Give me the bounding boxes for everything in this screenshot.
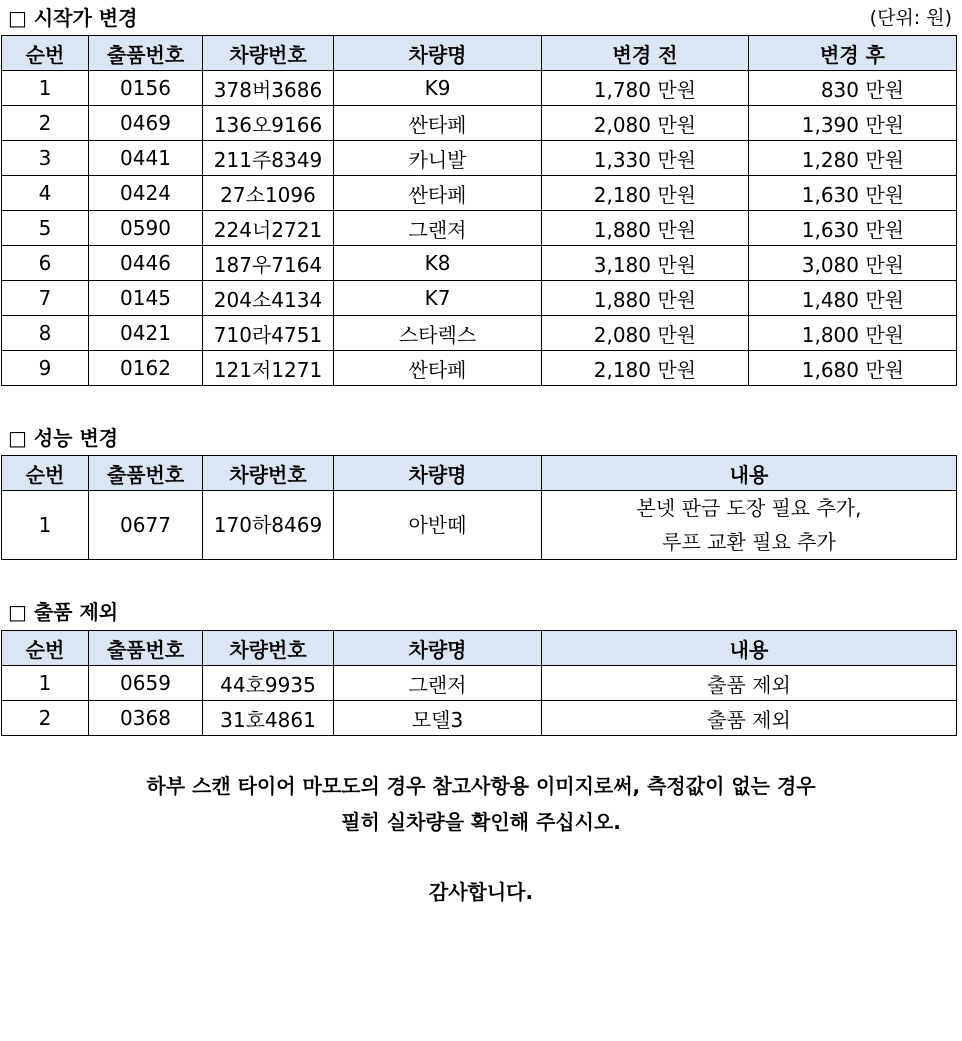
cell-car-name: K9	[334, 71, 542, 106]
cell-after: 1,630 만원	[749, 211, 957, 246]
cell-seq: 2	[2, 106, 89, 141]
table-row	[2, 246, 957, 281]
cell-seq: 2	[2, 701, 89, 736]
table-row	[2, 351, 957, 386]
header-before: 변경 전	[542, 36, 749, 71]
cell-lot-no: 0469	[89, 106, 203, 141]
cell-plate-no: 27소1096	[203, 176, 334, 211]
performance-section-title: □ 성능 변경	[8, 426, 119, 450]
table-row	[2, 666, 957, 701]
cell-lot-no: 0424	[89, 176, 203, 211]
table-row	[2, 71, 957, 106]
header-plate-no: 차량번호	[203, 36, 334, 71]
cell-plate-no: 44호9935	[203, 666, 334, 701]
table-header-row	[2, 456, 957, 491]
header-lot-no: 출품번호	[89, 456, 203, 491]
cell-plate-no: 121저1271	[203, 351, 334, 386]
cell-before: 1,780 만원	[542, 71, 749, 106]
cell-car-name: 스타렉스	[334, 316, 542, 351]
cell-lot-no: 0441	[89, 141, 203, 176]
header-seq: 순번	[2, 456, 89, 491]
cell-before: 3,180 만원	[542, 246, 749, 281]
cell-seq: 3	[2, 141, 89, 176]
cell-after: 1,390 만원	[749, 106, 957, 141]
notice-line-1: 하부 스캔 타이어 마모도의 경우 참고사항용 이미지로써, 측정값이 없는 경우	[146, 774, 816, 798]
header-seq: 순번	[2, 36, 89, 71]
table-row	[2, 491, 957, 560]
cell-before: 2,180 만원	[542, 351, 749, 386]
header-lot-no: 출품번호	[89, 631, 203, 666]
table-row	[2, 106, 957, 141]
header-lot-no: 출품번호	[89, 36, 203, 71]
header-car-name: 차량명	[334, 36, 542, 71]
table-header-row	[2, 631, 957, 666]
cell-car-name: 모델3	[334, 701, 542, 736]
cell-lot-no: 0421	[89, 316, 203, 351]
content-line-1: 본넷 판금 도장 필요 추가,	[636, 496, 862, 520]
table-row	[2, 701, 957, 736]
header-content: 내용	[542, 631, 957, 666]
cell-after: 1,630 만원	[749, 176, 957, 211]
table-header-row	[2, 36, 957, 71]
cell-car-name: 싼타페	[334, 176, 542, 211]
cell-after: 3,080 만원	[749, 246, 957, 281]
cell-after: 1,280 만원	[749, 141, 957, 176]
start-price-section-title: □ 시작가 변경	[8, 6, 138, 30]
cell-lot-no: 0156	[89, 71, 203, 106]
header-plate-no: 차량번호	[203, 456, 334, 491]
cell-plate-no: 211주8349	[203, 141, 334, 176]
cell-car-name: 그랜져	[334, 211, 542, 246]
cell-after: 830 만원	[749, 71, 957, 106]
table-row	[2, 211, 957, 246]
cell-plate-no: 378버3686	[203, 71, 334, 106]
cell-seq: 1	[2, 491, 89, 560]
header-after: 변경 후	[749, 36, 957, 71]
cell-plate-no: 136오9166	[203, 106, 334, 141]
table-row	[2, 316, 957, 351]
cell-lot-no: 0145	[89, 281, 203, 316]
cell-lot-no: 0590	[89, 211, 203, 246]
cell-seq: 5	[2, 211, 89, 246]
cell-before: 2,080 만원	[542, 316, 749, 351]
cell-before: 2,180 만원	[542, 176, 749, 211]
cell-plate-no: 187우7164	[203, 246, 334, 281]
unit-label: (단위: 원)	[869, 7, 952, 29]
header-content: 내용	[542, 456, 957, 491]
cell-car-name: 카니발	[334, 141, 542, 176]
header-plate-no: 차량번호	[203, 631, 334, 666]
cell-plate-no: 224너2721	[203, 211, 334, 246]
cell-car-name: 싼타페	[334, 106, 542, 141]
thanks-text: 감사합니다.	[428, 880, 534, 904]
cell-car-name: 그랜저	[334, 666, 542, 701]
table-row	[2, 281, 957, 316]
cell-lot-no: 0162	[89, 351, 203, 386]
content-line-2: 루프 교환 필요 추가	[662, 530, 836, 554]
cell-plate-no: 31호4861	[203, 701, 334, 736]
start-price-table	[1, 35, 957, 386]
cell-after: 1,680 만원	[749, 351, 957, 386]
cell-plate-no: 710라4751	[203, 316, 334, 351]
cell-plate-no: 170하8469	[203, 491, 334, 560]
notice-line-2: 필히 실차량을 확인해 주십시오.	[341, 810, 621, 834]
table-row	[2, 141, 957, 176]
cell-car-name: 아반떼	[334, 491, 542, 560]
header-seq: 순번	[2, 631, 89, 666]
cell-lot-no: 0446	[89, 246, 203, 281]
cell-content: 출품 제외	[542, 701, 957, 736]
cell-before: 1,880 만원	[542, 211, 749, 246]
cell-lot-no: 0677	[89, 491, 203, 560]
table-row	[2, 176, 957, 211]
cell-seq: 1	[2, 666, 89, 701]
cell-seq: 1	[2, 71, 89, 106]
cell-car-name: K7	[334, 281, 542, 316]
cell-car-name: 싼타페	[334, 351, 542, 386]
cell-lot-no: 0659	[89, 666, 203, 701]
cell-seq: 8	[2, 316, 89, 351]
cell-plate-no: 204소4134	[203, 281, 334, 316]
cell-after: 1,800 만원	[749, 316, 957, 351]
cell-car-name: K8	[334, 246, 542, 281]
header-car-name: 차량명	[334, 456, 542, 491]
cell-seq: 7	[2, 281, 89, 316]
cell-lot-no: 0368	[89, 701, 203, 736]
excluded-table	[1, 630, 957, 736]
excluded-section-title: □ 출품 제외	[8, 600, 119, 624]
performance-table	[1, 455, 957, 560]
header-car-name: 차량명	[334, 631, 542, 666]
cell-after: 1,480 만원	[749, 281, 957, 316]
cell-seq: 9	[2, 351, 89, 386]
cell-content: 출품 제외	[542, 666, 957, 701]
cell-before: 1,880 만원	[542, 281, 749, 316]
cell-seq: 4	[2, 176, 89, 211]
cell-before: 2,080 만원	[542, 106, 749, 141]
cell-before: 1,330 만원	[542, 141, 749, 176]
cell-seq: 6	[2, 246, 89, 281]
cell-content	[542, 491, 957, 560]
